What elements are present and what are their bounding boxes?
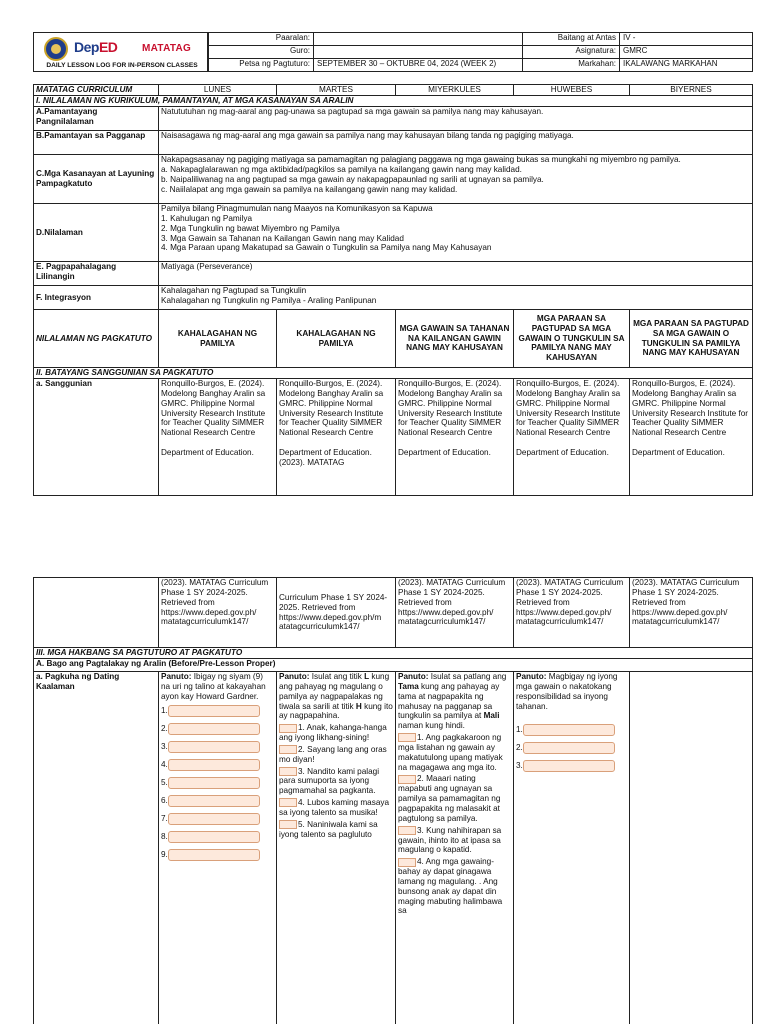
sanggunian-miyerkules: Ronquillo-Burgos, E. (2024). Modelong Banghay Aralin sa GMRC. Philippine Normal University Research Institute for Teacher Quality SiMMER National Research Centre Department of Education. bbox=[396, 379, 514, 496]
statement-item: 2. Maaari nating mapabuti ang ugnayan sa pamilya sa pamamagitan ng pagpapakita ng malasakit at pagtulong sa pamilya. bbox=[398, 774, 501, 823]
answer-blank[interactable] bbox=[168, 777, 260, 789]
lesson-log-header bbox=[33, 32, 752, 72]
col-header-martes: MARTES bbox=[277, 85, 396, 96]
answer-blank[interactable] bbox=[523, 724, 615, 736]
guro-label: Guro: bbox=[209, 46, 314, 59]
pagkuha-huwebes: Panuto: Magbigay ng iyong mga gawain o nakatokang responsibilidad sa inyong tahanan. 1. 2. 3. bbox=[514, 672, 630, 1024]
markahan-field[interactable]: IKALAWANG MARKAHAN bbox=[620, 59, 753, 72]
statement-item: 3. Nandito kami palagi para sumuporta sa iyong pagmamahal sa pagkanta. bbox=[279, 766, 380, 796]
answer-blank[interactable] bbox=[168, 795, 260, 807]
guro-field[interactable] bbox=[314, 46, 523, 59]
integrasyon-value: Kahalagahan ng Pagtupad sa Tungkulin Kahalagahan ng Tungkulin ng Pamilya - Araling Panlipunan bbox=[159, 286, 753, 310]
asignatura-label: Asignatura: bbox=[523, 46, 620, 59]
integrasyon-label: F. Integrasyon bbox=[34, 286, 159, 310]
nilalaman-pagkatuto-label: NILALAMAN NG PAGKATUTO bbox=[34, 310, 159, 368]
ref-cont-miyerkules: (2023). MATATAG Curriculum Phase 1 SY 2024-2025. Retrieved from https://www.deped.gov.ph/ matatagcurriculumk147/ bbox=[396, 578, 514, 648]
answer-blank[interactable] bbox=[279, 724, 297, 733]
answer-blank[interactable] bbox=[279, 798, 297, 807]
answer-blank[interactable] bbox=[168, 759, 260, 771]
answer-blank[interactable] bbox=[168, 705, 260, 717]
day-header-row bbox=[34, 85, 753, 96]
section-title-sanggunian: II. BATAYANG SANGGUNIAN SA PAGKATUTO bbox=[34, 368, 753, 379]
nilalaman-value: Pamilya bilang Pinagmumulan nang Maayos na Komunikasyon sa Kapuwa 1. Kahulugan ng Pamilya 2. Mga Tungkulin ng bawat Miyembro ng Pamilya 3. Mga Gawain sa Tahanan na Kailangan Gawin nang may Kalidad 4. Mga Paraan upang Makatupad sa Gawain o Tungkulin sa Pamilya nang May Kahusayan bbox=[159, 204, 753, 262]
topic-biyernes: MGA PARAAN SA PAGTUPAD SA MGA GAWAIN O TUNGKULIN SA PAMILYA NANG MAY KAHUSAYAN bbox=[630, 310, 753, 368]
ref-cont-biyernes: (2023). MATATAG Curriculum Phase 1 SY 2024-2025. Retrieved from https://www.deped.gov.ph/ matatagcurriculumk147/ bbox=[630, 578, 753, 648]
matatag-logo: MATATAG bbox=[142, 43, 192, 54]
pamantayang-value: Natututuhan ng mag-aaral ang pag-unawa sa pagtupad sa mga gawain sa pamilya nang may kahusayan. bbox=[159, 107, 753, 131]
statement-item: 1. Anak, kahanga-hanga ang iyong likhang-sining! bbox=[279, 723, 387, 743]
col-header-miyerkules: MIYERKULES bbox=[396, 85, 514, 96]
dll-title: DAILY LESSON LOG FOR IN-PERSON CLASSES bbox=[46, 62, 198, 70]
sanggunian-huwebes: Ronquillo-Burgos, E. (2024). Modelong Banghay Aralin sa GMRC. Philippine Normal University Research Institute for Teacher Quality SiMMER National Research Centre Department of Education. bbox=[514, 379, 630, 496]
pagkuha-lunes: Panuto: Ibigay ng siyam (9) na uri ng talino at kakayahan ayon kay Howard Gardner. 1. 2. 3. 4. 5. 6. 7. 8. 9. bbox=[159, 672, 277, 1024]
baitang-field[interactable]: IV - bbox=[620, 33, 753, 46]
answer-blank[interactable] bbox=[523, 760, 615, 772]
topic-martes: KAHALAGAHAN NG PAMILYA bbox=[277, 310, 396, 368]
pagganap-label: B.Pamantayan sa Pagganap bbox=[34, 131, 159, 155]
deped-logo: DepED bbox=[74, 39, 118, 55]
logo-block bbox=[33, 32, 208, 72]
col-header-biyernes: BIYERNES bbox=[630, 85, 753, 96]
answer-blank[interactable] bbox=[279, 820, 297, 829]
pagkuha-martes: Panuto: Isulat ang titik L kung ang pahayag ng magulang o pamilya ay nagpapalakas ng tiwala sa sarili at titik H kung ito ay nagpapahina. 1. Anak, kahanga-hanga ang iyong likhang-sining! 2. Sayang lang ang oras mo diyan! 3. Nandito kami palagi para sumuporta sa iyong pagmamahal sa pagkanta. 4. Lubos kaming masaya sa iyong talento sa musika! 5. Naniniwala kami sa iyong talento sa pagluluto bbox=[277, 672, 396, 1024]
sanggunian-martes: Ronquillo-Burgos, E. (2024). Modelong Banghay Aralin sa GMRC. Philippine Normal University Research Institute for Teacher Quality SiMMER National Research Centre Department of Education. (2023). MATATAG bbox=[277, 379, 396, 496]
topic-huwebes: MGA PARAAN SA PAGTUPAD SA MGA GAWAIN O TUNGKULIN SA PAMILYA NANG MAY KAHUSAYAN bbox=[514, 310, 630, 368]
section-title-hakbang: III. MGA HAKBANG SA PAGTUTURO AT PAGKATUTO bbox=[34, 648, 753, 659]
ref-cont-huwebes: (2023). MATATAG Curriculum Phase 1 SY 2024-2025. Retrieved from https://www.deped.gov.ph/ matatagcurriculumk147/ bbox=[514, 578, 630, 648]
pagganap-value: Naisasagawa ng mag-aaral ang mga gawain sa pamilya nang may kahusayan bilang tanda ng pagiging matiyaga. bbox=[159, 131, 753, 155]
paaralan-label: Paaralan: bbox=[209, 33, 314, 46]
curriculum-table-page1 bbox=[33, 84, 752, 496]
nilalaman-label: D.Nilalaman bbox=[34, 204, 159, 262]
statement-item: 5. Naniniwala kami sa iyong talento sa pagluluto bbox=[279, 819, 378, 839]
deped-seal-icon bbox=[44, 37, 68, 61]
topic-miyerkules: MGA GAWAIN SA TAHANAN NA KAILANGAN GAWIN NANG MAY KAHUSAYAN bbox=[396, 310, 514, 368]
ref-cont-lunes: (2023). MATATAG Curriculum Phase 1 SY 2024-2025. Retrieved from https://www.deped.gov.ph/ matatagcurriculumk147/ bbox=[159, 578, 277, 648]
pagpapahalaga-value: Matiyaga (Perseverance) bbox=[159, 262, 753, 286]
answer-blank[interactable] bbox=[168, 723, 260, 735]
pagkuha-biyernes bbox=[630, 672, 753, 1024]
statement-item: 4. Lubos kaming masaya sa iyong talento sa musika! bbox=[279, 798, 390, 817]
baitang-label: Baitang at Antas bbox=[523, 33, 620, 46]
answer-blank[interactable] bbox=[168, 849, 260, 861]
pagkuha-label: a. Pagkuha ng Dating Kaalaman bbox=[34, 672, 159, 1024]
answer-blank[interactable] bbox=[398, 733, 416, 742]
section-title-nilalaman: I. NILALAMAN NG KURIKULUM, PAMANTAYAN, AT MGA KASANAYAN SA ARALIN bbox=[34, 96, 753, 107]
topic-row bbox=[34, 310, 753, 368]
col-header-curriculum: MATATAG CURRICULUM bbox=[34, 85, 159, 96]
answer-blank[interactable] bbox=[168, 831, 260, 843]
pagpapahalaga-label: E. Pagpapahalagang Lilinangin bbox=[34, 262, 159, 286]
topic-lunes: KAHALAGAHAN NG PAMILYA bbox=[159, 310, 277, 368]
petsa-field[interactable]: SEPTEMBER 30 – OKTUBRE 04, 2024 (WEEK 2) bbox=[314, 59, 523, 72]
answer-blank[interactable] bbox=[279, 745, 297, 754]
answer-blank[interactable] bbox=[398, 826, 416, 835]
statement-item: 4. Ang mga gawaing-bahay ay dapat ginagawa lamang ng magulang. . Ang bunsong anak ay dapat din maging mabuting halimbawa sa bbox=[398, 857, 503, 916]
pagkuha-row bbox=[34, 672, 753, 1024]
statement-item: 2. Sayang lang ang oras mo diyan! bbox=[279, 744, 387, 764]
statement-item: 3. Kung nahihirapan sa gawain, ihinto ito at ipasa sa magulang o kapatid. bbox=[398, 825, 502, 855]
sanggunian-biyernes: Ronquillo-Burgos, E. (2024). Modelong Banghay Aralin sa GMRC. Philippine Normal University Research Institute for Teacher Quality SiMMER National Research Centre Department of Education. bbox=[630, 379, 753, 496]
answer-blank[interactable] bbox=[168, 813, 260, 825]
sanggunian-lunes: Ronquillo-Burgos, E. (2024). Modelong Banghay Aralin sa GMRC. Philippine Normal University Research Institute for Teacher Quality SiMMER National Research Centre Department of Education. bbox=[159, 379, 277, 496]
answer-blank[interactable] bbox=[398, 858, 416, 867]
asignatura-field[interactable]: GMRC bbox=[620, 46, 753, 59]
curriculum-table-page2 bbox=[33, 577, 752, 1024]
kasanayan-value: Nakapagsasanay ng pagiging matiyaga sa pamamagitan ng palagiang paggawa ng mga gawaing bukas sa mungkahi ng miyembro ng pamilya. a. Nakapaglalarawan ng mga aktibidad/pagkilos sa pamilya na kailangang gawin nang may kalidad. b. Naipaliliwanag na ang pagtupad sa mga gawain ay nakapagpapaunlad ng sarili at ugnayan sa pamilya. c. Naiilalapat ang mga gawain sa pamilya na kailangang gawin nang may kalidad. bbox=[159, 155, 753, 204]
ref-cont-martes: Curriculum Phase 1 SY 2024-2025. Retrieved from https://www.deped.gov.ph/m atatagcurriculumk147/ bbox=[277, 578, 396, 648]
pagkuha-miyerkules: Panuto: Isulat sa patlang ang Tama kung ang pahayag ay tama at nagpapakita ng mahusay na pagganap sa tungkulin sa pamilya at Mali naman kung hindi. 1. Ang pagkakaroon ng mga listahan ng gawain ay makatutulong upang matiyak na magagawa ang mga ito. 2. Maaari nating mapabuti ang ugnayan sa pamilya sa pamamagitan ng pagpapakita ng malasakit at pagtulong sa pamilya. 3. Kung nahihirapan sa gawain, ihinto ito at ipasa sa magulang o kapatid. 4. Ang mga gawaing-bahay ay dapat ginagawa lamang ng magulang. . Ang bunsong anak ay dapat din maging mabuting halimbawa sa bbox=[396, 672, 514, 1024]
sanggunian-label: a. Sanggunian bbox=[34, 379, 159, 496]
col-header-lunes: LUNES bbox=[159, 85, 277, 96]
header-info-table bbox=[208, 32, 753, 72]
kasanayan-label: C.Mga Kasanayan at Layuning Pampagkatuto bbox=[34, 155, 159, 204]
answer-blank[interactable] bbox=[168, 741, 260, 753]
petsa-label: Petsa ng Pagtuturo: bbox=[209, 59, 314, 72]
subsection-bago-aralin: A. Bago ang Pagtalakay ng Aralin (Before/Pre-Lesson Proper) bbox=[34, 659, 753, 672]
gardner-answer-list: 1. 2. 3. 4. 5. 6. 7. 8. 9. bbox=[161, 702, 274, 864]
answer-blank[interactable] bbox=[398, 775, 416, 784]
sanggunian-row bbox=[34, 379, 753, 496]
statement-item: 1. Ang pagkakaroon ng mga listahan ng gawain ay makatutulong upang matiyak na magagawa ang mga ito. bbox=[398, 733, 503, 772]
answer-blank[interactable] bbox=[279, 767, 297, 776]
pamantayang-label: A.Pamantayang Pangnilalaman bbox=[34, 107, 159, 131]
sanggunian-continued-row bbox=[34, 578, 753, 648]
responsibility-answer-list: 1. 2. 3. bbox=[516, 721, 627, 775]
sanggunian-cont-label bbox=[34, 578, 159, 648]
answer-blank[interactable] bbox=[523, 742, 615, 754]
markahan-label: Markahan: bbox=[523, 59, 620, 72]
col-header-huwebes: HUWEBES bbox=[514, 85, 630, 96]
paaralan-field[interactable] bbox=[314, 33, 523, 46]
